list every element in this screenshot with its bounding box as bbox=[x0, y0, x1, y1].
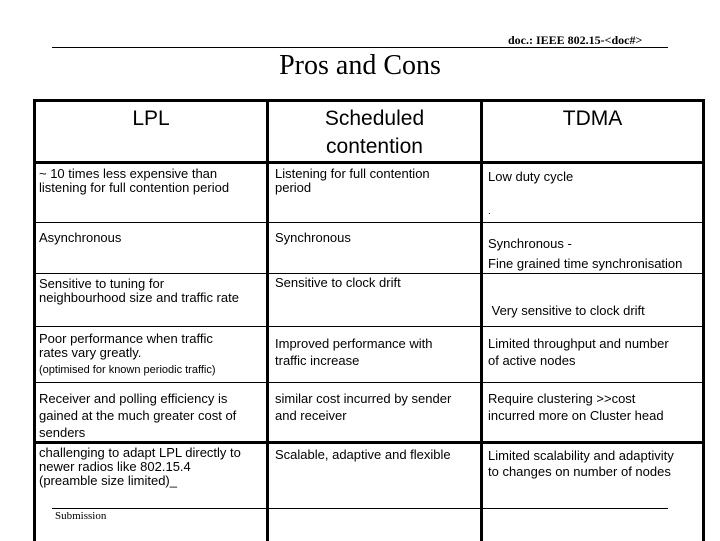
cell-line: Very sensitive to clock drift bbox=[488, 303, 645, 318]
footer-submission: Submission bbox=[55, 510, 107, 522]
table-border-top bbox=[33, 99, 705, 102]
cell-line: Sensitive to clock drift bbox=[275, 275, 401, 290]
cell-line: period bbox=[275, 180, 312, 195]
table-border-right bbox=[702, 99, 705, 541]
cell-line: ~ 10 times less expensive than bbox=[39, 166, 218, 181]
table-row-2-lpl bbox=[39, 231, 121, 245]
cell-line: of active nodes bbox=[488, 353, 576, 368]
pros-cons-table bbox=[33, 99, 705, 541]
cell-line: Listening for full contention bbox=[275, 166, 430, 181]
cell-line: Improved performance with bbox=[275, 336, 433, 351]
cell-line: rates vary greatly. bbox=[39, 345, 142, 360]
cell-line: senders bbox=[39, 425, 86, 440]
table-border-left bbox=[33, 99, 36, 541]
cell-line: Receiver and polling efficiency is bbox=[39, 391, 228, 406]
table-row-3-lpl bbox=[39, 277, 239, 305]
table-row-4-lpl bbox=[39, 332, 215, 377]
cell-line: Low duty cycle bbox=[488, 169, 574, 184]
table-row-5-tdma bbox=[488, 390, 664, 424]
cell-line: neighbourhood size and traffic rate bbox=[39, 290, 239, 305]
cell-line: traffic increase bbox=[275, 353, 360, 368]
cell-line: and receiver bbox=[275, 408, 347, 423]
cell-line: Require clustering >>cost bbox=[488, 391, 636, 406]
table-row-1-lpl bbox=[39, 167, 229, 195]
cell-line: Limited scalability and adaptivity bbox=[488, 448, 674, 463]
cell-line: to changes on number of nodes bbox=[488, 464, 671, 479]
table-row-4-tdma bbox=[488, 335, 669, 369]
cell-line: Scalable, adaptive and flexible bbox=[275, 447, 451, 462]
cell-line: listening for full contention period bbox=[39, 180, 230, 195]
cell-line: Sensitive to tuning for bbox=[39, 276, 165, 291]
table-divider-col1 bbox=[266, 99, 269, 541]
document-id: doc.: IEEE 802.15-<doc#> bbox=[508, 33, 643, 47]
footer-rule bbox=[52, 508, 668, 509]
table-row-6-lpl bbox=[39, 446, 241, 488]
table-row-6-tdma bbox=[488, 448, 674, 480]
table-divider-row4 bbox=[33, 382, 705, 383]
table-row-4-scheduled bbox=[275, 335, 433, 369]
cell-line: (preamble size limited)_ bbox=[39, 473, 177, 488]
cell-line: Poor performance when traffic bbox=[39, 331, 213, 346]
table-divider-row1 bbox=[33, 222, 705, 223]
table-divider-col2 bbox=[480, 99, 483, 541]
cell-line: newer radios like 802.15.4 bbox=[39, 459, 191, 474]
cell-line: . bbox=[488, 206, 491, 217]
column-header-scheduled-text: Scheduled contention bbox=[324, 107, 425, 158]
table-row-3-scheduled bbox=[275, 276, 401, 290]
table-divider-header bbox=[33, 161, 705, 164]
table-row-2-tdma bbox=[488, 234, 682, 274]
table-row-2-scheduled bbox=[275, 231, 351, 245]
column-header-scheduled bbox=[269, 105, 480, 161]
cell-line: Limited throughput and number bbox=[488, 336, 669, 351]
table-divider-row5 bbox=[33, 441, 705, 444]
table-row-1-tdma bbox=[488, 170, 573, 219]
cell-line: incurred more on Cluster head bbox=[488, 408, 664, 423]
slide-title: Pros and Cons bbox=[279, 50, 441, 81]
column-header-lpl: LPL bbox=[132, 107, 170, 130]
table-row-5-scheduled bbox=[275, 390, 451, 424]
cell-line: gained at the much greater cost of bbox=[39, 408, 237, 423]
cell-line: similar cost incurred by sender bbox=[275, 391, 452, 406]
table-row-5-lpl bbox=[39, 390, 236, 441]
table-row-6-scheduled bbox=[275, 448, 451, 462]
cell-line: Synchronous - bbox=[488, 236, 572, 251]
column-header-tdma: TDMA bbox=[562, 107, 623, 130]
cell-line: Synchronous bbox=[275, 230, 351, 245]
cell-line: Fine grained time synchronisation bbox=[488, 256, 683, 271]
cell-note: (optimised for known periodic traffic) bbox=[39, 364, 216, 376]
table-row-1-scheduled bbox=[275, 167, 430, 195]
cell-line: challenging to adapt LPL directly to bbox=[39, 445, 241, 460]
cell-line: Asynchronous bbox=[39, 230, 122, 245]
